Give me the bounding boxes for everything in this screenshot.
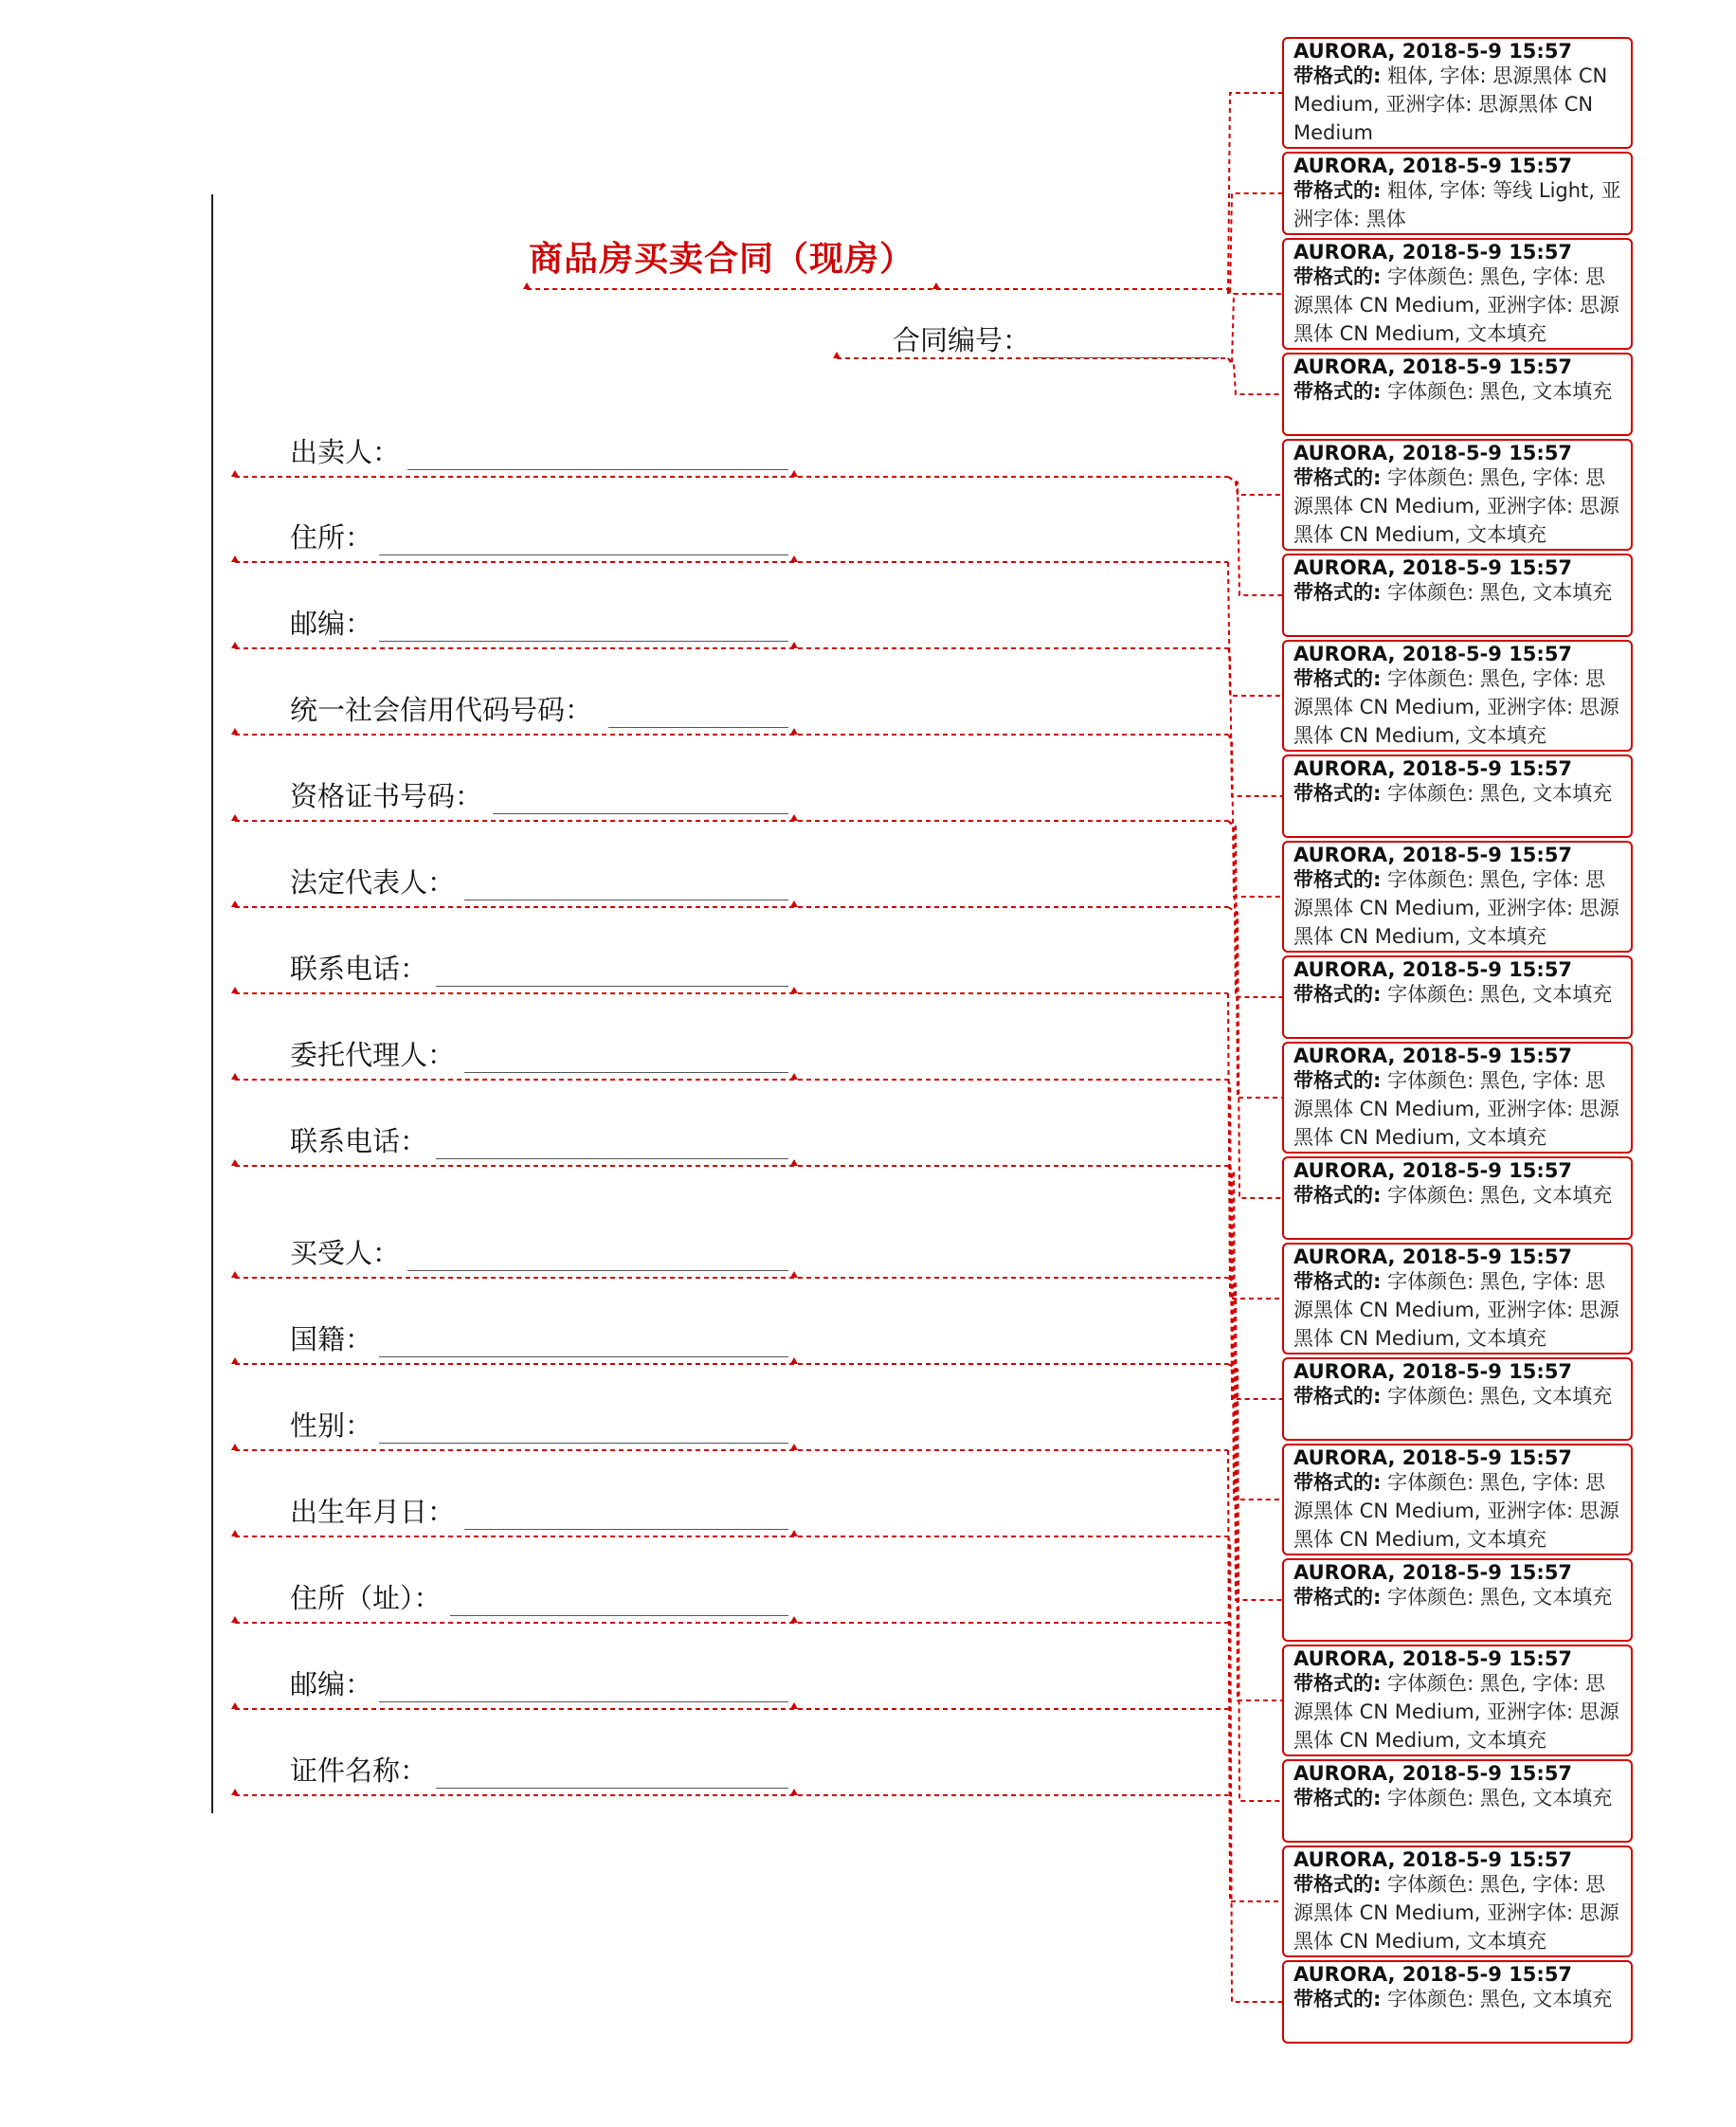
comment-format-lead: 带格式的: [1293,1873,1382,1896]
document-title[interactable]: 商品房买卖合同（现房） [529,240,915,279]
comment-balloon[interactable] [1282,1845,1633,1957]
comment-leader-line [1228,1278,1282,1700]
change-anchor-marker [231,1789,239,1795]
comment-format-body: 字体颜色: 黑色, 字体: 思源黑体 CN Medium, 亚洲字体: 思源黑体 CN Medium, 文本填充 [1293,1873,1619,1953]
comment-balloon[interactable] [1282,955,1633,1039]
comment-format-lead: 带格式的: [1293,1270,1382,1293]
change-anchor-marker [231,1702,239,1709]
comment-format-lead: 带格式的: [1293,179,1382,202]
comment-balloon[interactable] [1282,152,1633,235]
field-label-phone: 联系电话： [290,953,428,985]
change-anchor-marker [231,1444,239,1450]
comment-author-date: AURORA, 2018-5-9 15:57 [1293,1561,1573,1584]
change-anchor-marker [790,1073,798,1080]
change-anchor-marker [231,728,239,735]
field-blank-id-type[interactable] [436,1788,788,1789]
comment-leader-line [1228,562,1282,696]
comment-format-body: 字体颜色: 黑色, 字体: 思源黑体 CN Medium, 亚洲字体: 思源黑体 CN Medium, 文本填充 [1293,868,1619,948]
field-label-credit-code: 统一社会信用代码号码： [290,694,593,726]
comment-format-body: 字体颜色: 黑色, 文本填充 [1387,1385,1613,1408]
comment-balloon[interactable] [1282,1444,1633,1555]
comment-format-body: 字体颜色: 黑色, 字体: 思源黑体 CN Medium, 亚洲字体: 思源黑体 CN Medium, 文本填充 [1293,1069,1619,1149]
field-blank-postcode[interactable] [379,641,788,642]
change-anchor-marker [790,1616,798,1623]
comment-author-date: AURORA, 2018-5-9 15:57 [1293,1045,1573,1067]
comment-balloon[interactable] [1282,754,1633,838]
comment-author-date: AURORA, 2018-5-9 15:57 [1293,355,1573,378]
comment-format-lead: 带格式的: [1293,265,1382,288]
change-anchor-marker [833,352,841,358]
comment-leader-line [1228,993,1282,1299]
comment-author-date: AURORA, 2018-5-9 15:57 [1293,757,1573,780]
comment-format-body: 字体颜色: 黑色, 字体: 思源黑体 CN Medium, 亚洲字体: 思源黑体 CN Medium, 文本填充 [1293,1471,1619,1551]
comment-format-body: 字体颜色: 黑色, 文本填充 [1387,581,1613,604]
change-anchor-marker [790,555,798,562]
comment-author-date: AURORA, 2018-5-9 15:57 [1293,1159,1573,1182]
change-anchor-marker [790,1159,798,1166]
comment-format-body: 字体颜色: 黑色, 字体: 思源黑体 CN Medium, 亚洲字体: 思源黑体 CN Medium, 文本填充 [1293,466,1619,546]
comment-author-date: AURORA, 2018-5-9 15:57 [1293,958,1573,981]
comment-format-body: 字体颜色: 黑色, 字体: 思源黑体 CN Medium, 亚洲字体: 思源黑体 CN Medium, 文本填充 [1293,1270,1619,1350]
comment-format-body: 字体颜色: 黑色, 文本填充 [1387,782,1613,805]
change-anchor-marker [231,1159,239,1166]
comment-format-lead: 带格式的: [1293,782,1382,805]
field-blank-phone[interactable] [436,986,788,987]
field-blank-gender[interactable] [379,1443,788,1444]
comment-author-date: AURORA, 2018-5-9 15:57 [1293,1245,1573,1268]
field-blank-buyer-postcode[interactable] [379,1701,788,1702]
field-blank-certificate-no[interactable] [493,813,788,814]
field-label-nationality: 国籍： [290,1323,373,1355]
change-anchor-marker [231,987,239,993]
comment-balloon[interactable] [1282,1042,1633,1154]
comment-format-body: 字体颜色: 黑色, 文本填充 [1387,1787,1613,1809]
comment-format-body: 粗体, 字体: 思源黑体 CN Medium, 亚洲字体: 思源黑体 CN Medium [1293,64,1608,144]
change-anchor-marker [231,1530,239,1536]
comment-leader-line [1228,907,1282,1198]
comment-author-date: AURORA, 2018-5-9 15:57 [1293,1848,1573,1871]
comment-leader-line [1228,1166,1282,1500]
field-label-buyer-postcode: 邮编： [290,1668,373,1700]
change-anchor-marker [523,282,531,289]
field-label-agent-phone: 联系电话： [290,1125,428,1157]
field-blank-address[interactable] [379,554,788,555]
comment-format-lead: 带格式的: [1293,868,1382,891]
comment-author-date: AURORA, 2018-5-9 15:57 [1293,643,1573,665]
comment-format-body: 粗体, 字体: 等线 Light, 亚洲字体: 黑体 [1293,179,1621,230]
change-anchor-marker [231,814,239,821]
change-anchor-marker [790,1271,798,1278]
comment-balloon[interactable] [1282,1960,1633,2044]
field-label-buyer-address: 住所（址）： [290,1582,442,1614]
field-label-postcode: 邮编： [290,608,373,640]
field-blank-buyer-address[interactable] [450,1615,788,1616]
comment-format-body: 字体颜色: 黑色, 字体: 思源黑体 CN Medium, 亚洲字体: 思源黑体 CN Medium, 文本填充 [1293,265,1619,345]
comment-author-date: AURORA, 2018-5-9 15:57 [1293,1963,1573,1986]
comment-balloon[interactable] [1282,439,1633,551]
comment-format-lead: 带格式的: [1293,581,1382,604]
comment-format-lead: 带格式的: [1293,1672,1382,1695]
change-anchor-marker [790,1702,798,1709]
comment-author-date: AURORA, 2018-5-9 15:57 [1293,442,1573,464]
change-anchor-marker [231,900,239,907]
comment-balloon[interactable] [1282,238,1633,350]
field-label-seller: 出卖人： [290,436,401,468]
comment-leader-line [1228,193,1282,295]
field-blank-seller[interactable] [407,469,788,470]
change-anchor-marker [231,1073,239,1080]
field-blank-credit-code[interactable] [608,727,788,728]
comment-author-date: AURORA, 2018-5-9 15:57 [1293,1762,1573,1785]
field-label-buyer: 买受人： [290,1237,401,1269]
change-anchor-marker [790,814,798,821]
comment-format-lead: 带格式的: [1293,983,1382,1006]
comment-format-lead: 带格式的: [1293,1471,1382,1494]
comment-format-body: 字体颜色: 黑色, 文本填充 [1387,380,1613,403]
change-anchor-marker [790,1789,798,1795]
change-anchor-marker [231,1271,239,1278]
field-label-birthdate: 出生年月日： [290,1496,456,1528]
change-anchor-marker [790,1357,798,1364]
comment-format-lead: 带格式的: [1293,1787,1382,1809]
field-blank-agent[interactable] [464,1072,788,1073]
comment-author-date: AURORA, 2018-5-9 15:57 [1293,556,1573,579]
comment-format-lead: 带格式的: [1293,1069,1382,1092]
comment-balloon[interactable] [1282,841,1633,953]
field-label-legal-rep: 法定代表人： [290,866,456,899]
comment-balloon[interactable] [1282,37,1633,149]
comment-author-date: AURORA, 2018-5-9 15:57 [1293,155,1573,177]
comment-author-date: AURORA, 2018-5-9 15:57 [1293,241,1573,264]
comment-format-body: 字体颜色: 黑色, 字体: 思源黑体 CN Medium, 亚洲字体: 思源黑体 CN Medium, 文本填充 [1293,1672,1619,1752]
field-blank-buyer[interactable] [407,1270,788,1271]
change-anchor-marker [231,1357,239,1364]
field-blank-birthdate[interactable] [464,1529,788,1530]
comment-leader-line [1228,477,1282,595]
comment-balloon[interactable] [1282,353,1633,436]
change-anchor-marker [790,642,798,648]
comment-balloon[interactable] [1282,640,1633,752]
field-blank-agent-phone[interactable] [436,1158,788,1159]
change-anchor-marker [231,642,239,648]
comment-author-date: AURORA, 2018-5-9 15:57 [1293,40,1573,63]
comment-balloon[interactable] [1282,1156,1633,1240]
comment-format-lead: 带格式的: [1293,1184,1382,1207]
comment-format-lead: 带格式的: [1293,1385,1382,1408]
field-label-gender: 性别： [290,1409,373,1442]
field-label-address: 住所： [290,521,373,554]
comment-format-body: 字体颜色: 黑色, 文本填充 [1387,1988,1613,2010]
comment-leader-line [1228,1536,1282,2002]
comment-format-lead: 带格式的: [1293,466,1382,489]
comment-balloon[interactable] [1282,554,1633,637]
comment-author-date: AURORA, 2018-5-9 15:57 [1293,1360,1573,1383]
change-anchor-marker [790,728,798,735]
comment-format-lead: 带格式的: [1293,667,1382,690]
comment-leader-line [1228,358,1282,394]
change-anchor-marker [790,987,798,993]
comment-format-lead: 带格式的: [1293,64,1382,87]
comment-balloon[interactable] [1282,1759,1633,1843]
change-anchor-marker [231,1616,239,1623]
comment-balloon[interactable] [1282,1645,1633,1756]
change-anchor-marker [231,555,239,562]
contract-number-label: 合同编号： [893,324,1031,356]
field-blank-nationality[interactable] [379,1356,788,1357]
comment-leader-line [1228,1166,1282,1600]
change-anchor-marker [790,1444,798,1450]
comment-leader-line [1228,477,1282,495]
comment-format-body: 字体颜色: 黑色, 文本填充 [1387,983,1613,1006]
comment-format-lead: 带格式的: [1293,1988,1382,2010]
comment-author-date: AURORA, 2018-5-9 15:57 [1293,844,1573,866]
comment-format-body: 字体颜色: 黑色, 文本填充 [1387,1586,1613,1609]
comment-leader-line [1228,294,1282,364]
change-anchor-marker [932,282,940,289]
comment-format-lead: 带格式的: [1293,380,1382,403]
comment-leader-line [1228,648,1282,796]
change-anchor-marker [790,1530,798,1536]
change-anchor-marker [790,900,798,907]
comment-balloon[interactable] [1282,1357,1633,1441]
comment-format-body: 字体颜色: 黑色, 字体: 思源黑体 CN Medium, 亚洲字体: 思源黑体 CN Medium, 文本填充 [1293,667,1619,747]
comment-author-date: AURORA, 2018-5-9 15:57 [1293,1647,1573,1670]
field-label-id-type: 证件名称： [290,1754,428,1787]
comment-balloon[interactable] [1282,1243,1633,1354]
change-anchor-marker [790,470,798,477]
comment-balloon[interactable] [1282,1558,1633,1642]
field-label-agent: 委托代理人： [290,1039,456,1071]
contract-number-blank[interactable] [1038,357,1220,358]
comment-format-body: 字体颜色: 黑色, 文本填充 [1387,1184,1613,1207]
field-label-certificate-no: 资格证书号码： [290,780,483,812]
comment-format-lead: 带格式的: [1293,1586,1382,1609]
comment-author-date: AURORA, 2018-5-9 15:57 [1293,1446,1573,1469]
change-anchor-marker [231,470,239,477]
